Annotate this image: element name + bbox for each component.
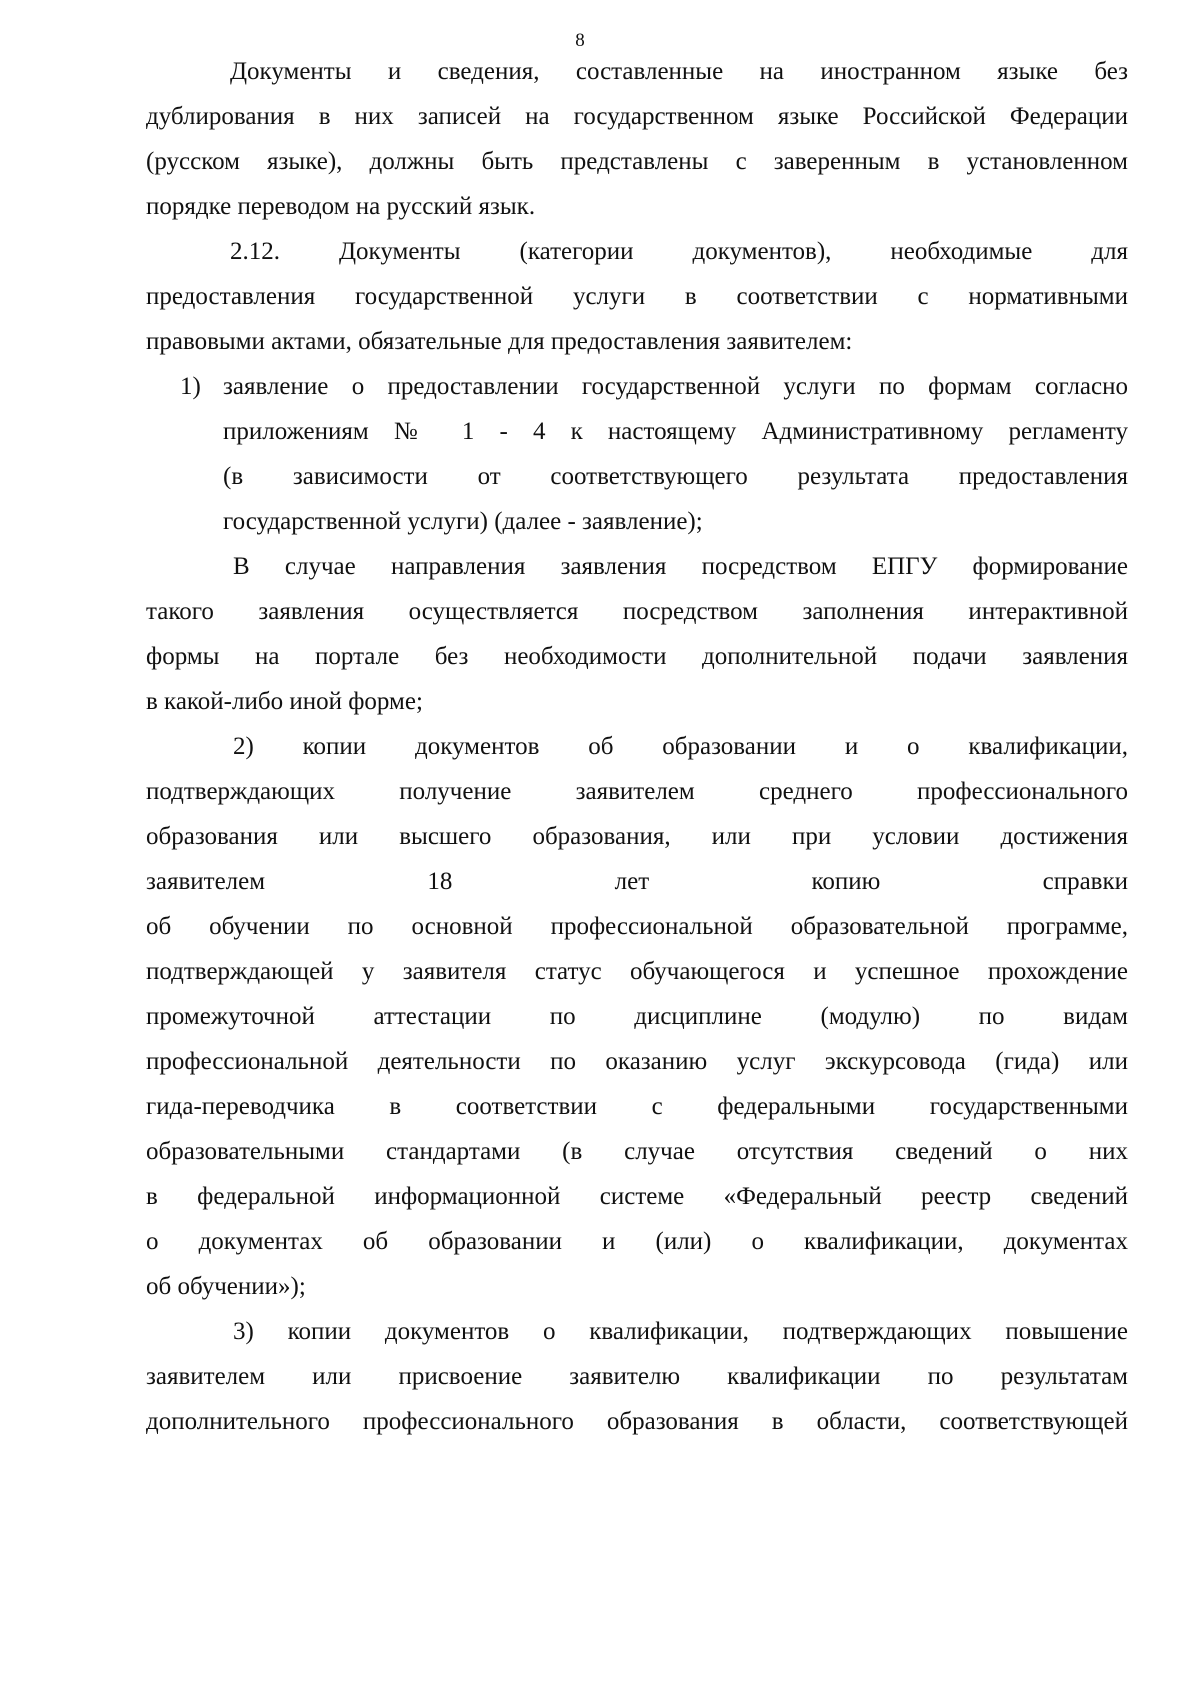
text-line: В случае направления заявления посредством ЕПГУ формирование <box>233 553 1128 580</box>
text-line: образовательными стандартами (в случае отсутствия сведений о них <box>146 1138 1128 1165</box>
text-line: 2) копии документов об образовании и о квалификации, <box>233 733 1128 760</box>
text-line: заявителем 18 лет копию справки <box>146 868 1128 895</box>
text-line: такого заявления осуществляется посредством заполнения интерактивной <box>146 598 1128 625</box>
text-line: о документах об образовании и (или) о квалификации, документах <box>146 1228 1128 1255</box>
text-line: подтверждающей у заявителя статус обучающегося и успешное прохождение <box>146 958 1128 985</box>
text-line: порядке переводом на русский язык. <box>146 193 536 220</box>
text-line: дополнительного профессионального образования в области, соответствующей <box>146 1408 1128 1435</box>
text-line: государственной услуги) (далее - заявление); <box>223 508 703 535</box>
text-line: приложениям № 1 - 4 к настоящему Административному регламенту <box>223 418 1128 445</box>
text-line: подтверждающих получение заявителем среднего профессионального <box>146 778 1128 805</box>
text-line: заявителем или присвоение заявителю квалификации по результатам <box>146 1363 1128 1390</box>
text-line: Документы и сведения, составленные на иностранном языке без <box>230 58 1128 85</box>
page-number: 8 <box>575 30 585 51</box>
text-line: об обучении»); <box>146 1273 306 1300</box>
text-line: 3) копии документов о квалификации, подтверждающих повышение <box>233 1318 1128 1345</box>
text-line: в федеральной информационной системе «Федеральный реестр сведений <box>146 1183 1128 1210</box>
text-line: 2.12. Документы (категории документов), необходимые для <box>230 238 1128 265</box>
text-line: заявление о предоставлении государственной услуги по формам согласно <box>223 373 1128 400</box>
text-line: (русском языке), должны быть представлены с заверенным в установленном <box>146 148 1128 175</box>
text-line: предоставления государственной услуги в соответствии с нормативными <box>146 283 1128 310</box>
text-line: профессиональной деятельности по оказанию услуг экскурсовода (гида) или <box>146 1048 1128 1075</box>
text-line: образования или высшего образования, или при условии достижения <box>146 823 1128 850</box>
text-line: в какой-либо иной форме; <box>146 688 423 715</box>
text-line: об обучении по основной профессиональной образовательной программе, <box>146 913 1128 940</box>
text-line: правовыми актами, обязательные для предоставления заявителем: <box>146 328 853 355</box>
text-line: дублирования в них записей на государственном языке Российской Федерации <box>146 103 1128 130</box>
text-line: промежуточной аттестации по дисциплине (модулю) по видам <box>146 1003 1128 1030</box>
text-line: формы на портале без необходимости дополнительной подачи заявления <box>146 643 1128 670</box>
text-line: гида-переводчика в соответствии с федеральными государственными <box>146 1093 1128 1120</box>
text-line: (в зависимости от соответствующего результата предоставления <box>223 463 1128 490</box>
list-marker: 1) <box>180 373 201 400</box>
